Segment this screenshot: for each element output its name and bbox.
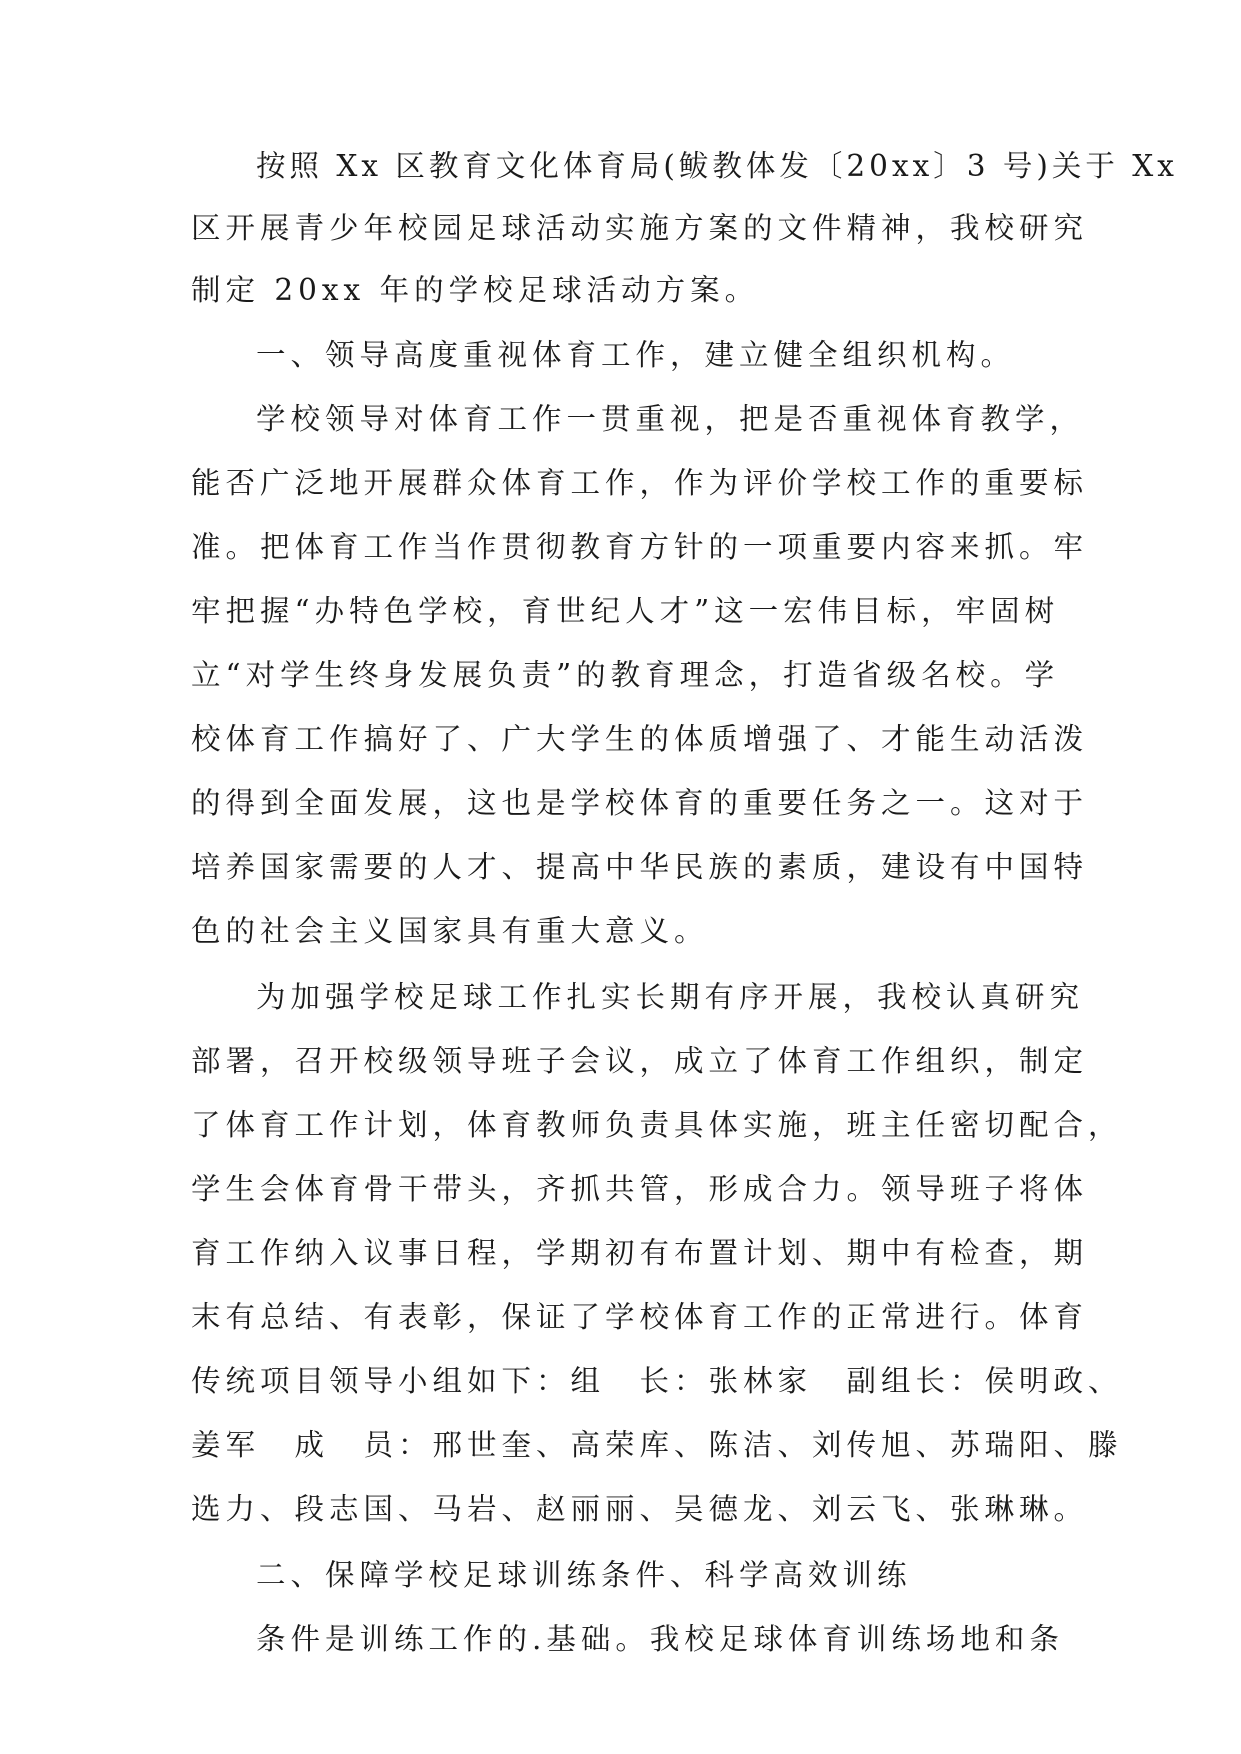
paragraph-line: 准。把体育工作当作贯彻教育方针的一项重要内容来抓。牢 [191,530,1089,564]
section-heading-1: 一、领导高度重视体育工作，建立健全组织机构。 [256,338,1016,372]
paragraph-line: 部署，召开校级领导班子会议，成立了体育工作组织，制定 [191,1044,1089,1078]
paragraph-line: 校体育工作搞好了、广大学生的体质增强了、才能生动活泼 [191,722,1089,756]
paragraph-line: 条件是训练工作的.基础。我校足球体育训练场地和条 [256,1622,1064,1656]
section-heading-2: 二、保障学校足球训练条件、科学高效训练 [256,1558,912,1592]
paragraph-line: 末有总结、有表彰，保证了学校体育工作的正常进行。体育 [191,1300,1089,1334]
paragraph-line: 学校领导对体育工作一贯重视，把是否重视体育教学， [256,402,1085,436]
paragraph-line: 选力、段志国、马岩、赵丽丽、吴德龙、刘云飞、张琳琳。 [191,1492,1089,1526]
paragraph-line: 培养国家需要的人才、提高中华民族的素质，建设有中国特 [191,850,1089,884]
paragraph-line: 育工作纳入议事日程，学期初有布置计划、期中有检查，期 [191,1236,1089,1270]
paragraph-line: 传统项目领导小组如下：组 长：张林家 副组长：侯明政、 [191,1364,1123,1398]
paragraph-line: 学生会体育骨干带头，齐抓共管，形成合力。领导班子将体 [191,1172,1089,1206]
paragraph-line: 为加强学校足球工作扎实长期有序开展，我校认真研究 [256,980,1085,1014]
paragraph-line: 牢把握“办特色学校，育世纪人才”这一宏伟目标，牢固树 [191,594,1060,628]
paragraph-line: 色的社会主义国家具有重大意义。 [191,914,709,948]
paragraph-line: 按照 Xx 区教育文化体育局(鲅教体发〔20xx〕3 号)关于 Xx [256,149,1178,183]
paragraph-line: 的得到全面发展，这也是学校体育的重要任务之一。这对于 [191,786,1089,820]
paragraph-line: 姜军 成 员：邢世奎、高荣库、陈洁、刘传旭、苏瑞阳、滕 [191,1428,1123,1462]
paragraph-line: 立“对学生终身发展负责”的教育理念，打造省级名校。学 [191,658,1060,692]
paragraph-line: 制定 20xx 年的学校足球活动方案。 [191,273,760,307]
paragraph-line: 了体育工作计划，体育教师负责具体实施，班主任密切配合， [191,1108,1123,1142]
paragraph-line: 能否广泛地开展群众体育工作，作为评价学校工作的重要标 [191,466,1089,500]
paragraph-line: 区开展青少年校园足球活动实施方案的文件精神，我校研究 [191,211,1089,245]
